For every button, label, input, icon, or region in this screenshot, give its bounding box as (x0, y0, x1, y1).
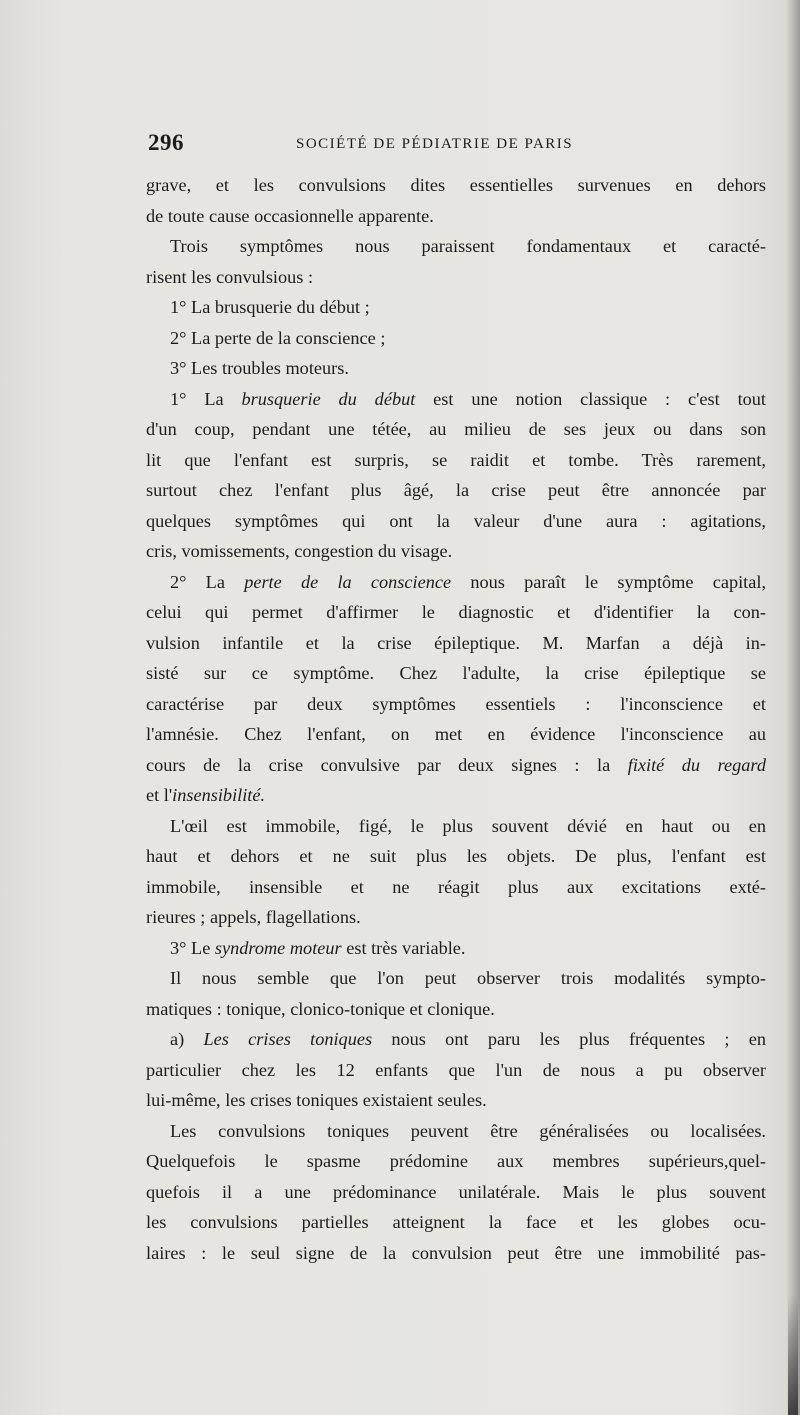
text-line (146, 658, 766, 689)
page-header (148, 130, 766, 162)
text-run: rieures ; appels, flagellations. (146, 907, 361, 927)
text-line (146, 445, 766, 476)
text-line (146, 902, 766, 933)
text-line (146, 323, 766, 354)
text-line (146, 414, 766, 445)
text-line (146, 1238, 766, 1269)
text-line (146, 201, 766, 232)
text-run: Il nous semble que l'on peut observer trois modalités sympto- (170, 968, 766, 988)
text-run: caractérise par deux symptômes essentiels : l'inconscience et (146, 693, 766, 714)
text-run: 2° La perte de la conscience ; (170, 327, 386, 348)
text-run: 2° La (170, 571, 245, 592)
text-run: d'un coup, pendant une tétée, au milieu de ses jeux ou dans son (146, 419, 766, 439)
text-run: Trois symptômes nous paraissent fondamentaux et caracté- (170, 236, 766, 256)
text-run: celui qui permet d'affirmer le diagnostic et d'identifier la con- (146, 602, 766, 622)
text-line (146, 475, 766, 506)
text-run: haut et dehors et ne suit plus les objets. De plus, l'enfant est (146, 846, 766, 866)
text-run: est très variable. (341, 937, 466, 958)
text-run: vulsion infantile et la crise épileptique. M. Marfan a déjà in- (146, 632, 766, 653)
text-run: a) (170, 1029, 204, 1049)
text-run: Quelquefois le spasme prédomine aux membres supérieurs,quel- (146, 1151, 766, 1171)
text-run: surtout chez l'enfant plus âgé, la crise peut être annoncée par (146, 480, 766, 500)
text-run: et l' (146, 785, 173, 805)
text-run: l'amnésie. Chez l'enfant, on met en évidence l'inconscience au (146, 724, 766, 744)
text-run: grave, et les convulsions dites essentielles survenues en dehors (146, 175, 766, 195)
text-line (146, 1207, 766, 1238)
text-line (146, 780, 766, 811)
text-line (146, 1085, 766, 1116)
text-run: de toute cause occasionnelle apparente. (146, 205, 434, 226)
text-line (146, 1055, 766, 1086)
text-run: 3° Les troubles moteurs. (170, 358, 349, 378)
italic-phrase: syndrome moteur (214, 937, 342, 958)
page-number: 296 (148, 130, 184, 155)
text-line (146, 536, 766, 567)
text-line (146, 567, 766, 598)
text-run: L'œil est immobile, figé, le plus souvent dévié en haut ou en (170, 815, 766, 836)
text-run: Les convulsions toniques peuvent être généralisées ou localisées. (170, 1120, 766, 1141)
text-run: 1° La (170, 388, 242, 409)
italic-phrase: fixité du regard (627, 754, 766, 775)
text-line (146, 750, 766, 781)
italic-phrase: brusquerie du début (241, 388, 416, 409)
text-run: lui-même, les crises toniques existaient seules. (146, 1090, 487, 1110)
text-run: est une notion classique : c'est tout (415, 388, 767, 409)
text-line (146, 933, 766, 964)
text-run: laires : le seul signe de la convulsion peut être une immobilité pas- (146, 1242, 766, 1263)
text-run: quelques symptômes qui ont la valeur d'une aura : agitations, (146, 510, 766, 531)
text-line (146, 170, 766, 201)
text-run: risent les convulsious : (146, 266, 314, 287)
text-run: les convulsions partielles atteignent la face et les globes ocu- (146, 1212, 766, 1232)
text-line (146, 1146, 766, 1177)
text-line (146, 628, 766, 659)
text-line (146, 292, 766, 323)
text-run: cours de la crise convulsive par deux signes : la (146, 754, 628, 775)
text-run: sisté sur ce symptôme. Chez l'adulte, la crise épileptique se (146, 663, 766, 683)
running-head: SOCIÉTÉ DE PÉDIATRIE DE PARIS (296, 136, 574, 152)
text-line (146, 384, 766, 415)
text-line (146, 872, 766, 903)
text-line (146, 841, 766, 872)
text-line (146, 1177, 766, 1208)
text-run: quefois il a une prédominance unilatérale. Mais le plus souvent (146, 1181, 766, 1202)
text-run: 1° La brusquerie du début ; (170, 297, 370, 317)
text-run: nous ont paru les plus fréquentes ; en (372, 1029, 766, 1049)
italic-phrase: insensibilité. (172, 785, 266, 805)
text-run: matiques : tonique, clonico-tonique et clonique. (146, 998, 495, 1019)
text-line (146, 597, 766, 628)
text-line (146, 353, 766, 384)
text-line (146, 811, 766, 842)
text-line (146, 1116, 766, 1147)
scan-edge-mark (788, 1295, 798, 1415)
text-line (146, 689, 766, 720)
text-run: lit que l'enfant est surpris, se raidit et tombe. Très rarement, (146, 449, 766, 470)
text-line (146, 994, 766, 1025)
text-run: 3° Le (170, 937, 215, 958)
text-line (146, 963, 766, 994)
text-line (146, 506, 766, 537)
italic-phrase: perte de la conscience (244, 571, 452, 592)
text-line (146, 262, 766, 293)
text-run: nous paraît le symptôme capital, (451, 571, 767, 592)
text-run: cris, vomissements, congestion du visage. (146, 541, 453, 561)
text-line (146, 231, 766, 262)
italic-phrase: Les crises toniques (203, 1029, 373, 1049)
body-text (146, 170, 766, 1268)
text-run: immobile, insensible et ne réagit plus aux excitations exté- (146, 876, 766, 897)
text-line (146, 1024, 766, 1055)
text-line (146, 719, 766, 750)
page-edge-shadow (786, 0, 800, 1415)
text-run: particulier chez les 12 enfants que l'un de nous a pu observer (146, 1059, 766, 1080)
